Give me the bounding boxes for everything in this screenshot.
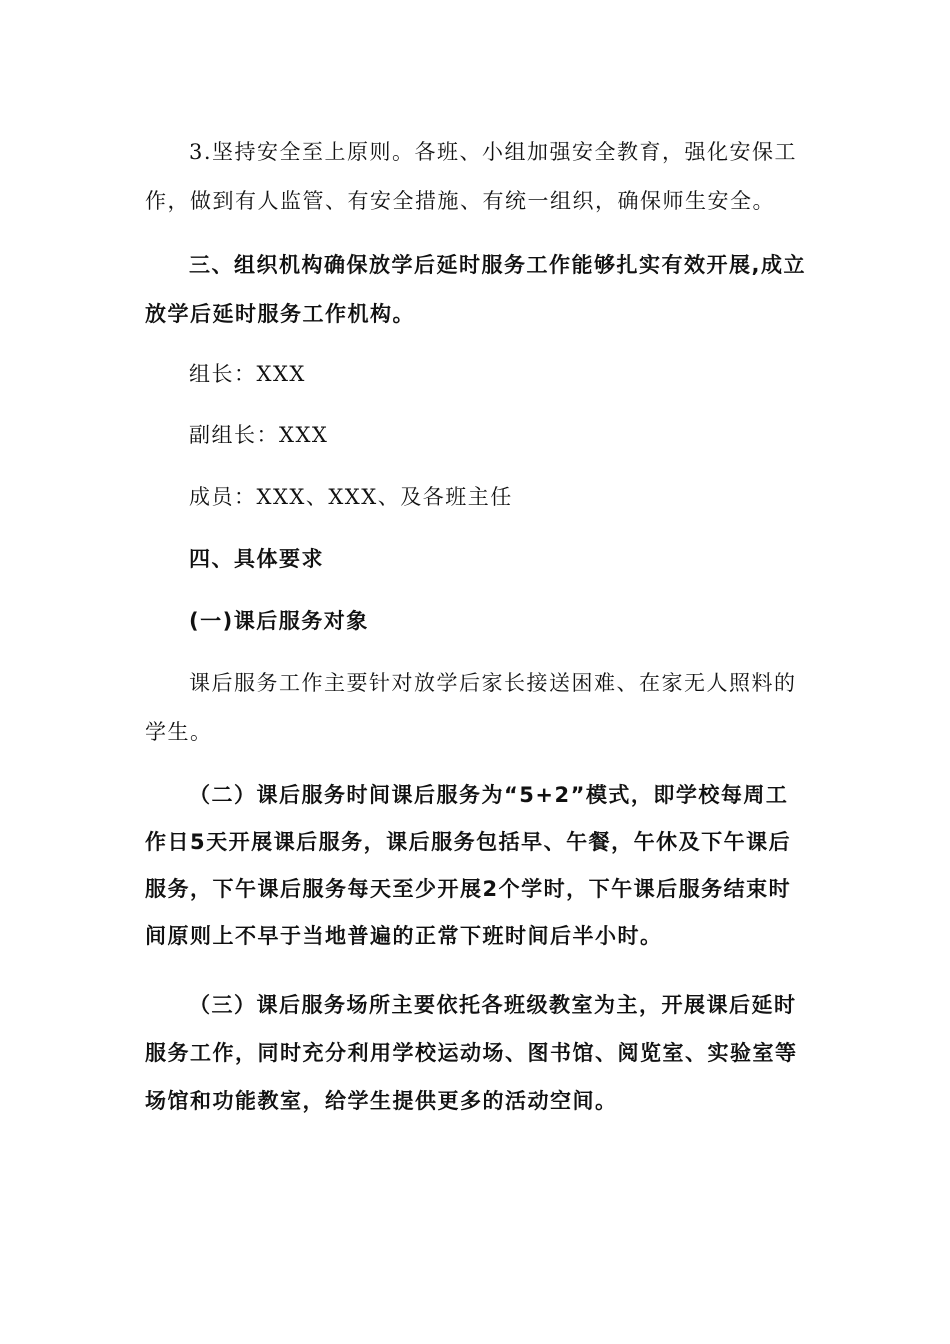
members-line: 成员：XXX、XXX、及各班主任: [189, 485, 513, 509]
deputy-leader-line: 副组长：XXX: [189, 423, 329, 447]
subsection-one-heading: (一)课后服务对象: [189, 609, 369, 633]
group-leader-line: 组长：XXX: [189, 362, 306, 386]
service-time-paragraph: （二）课后服务时间课后服务为“5+2”模式，即学校每周工作日5天开展课后服务，课后服务包括早、午餐，午休及下午课后服务，下午课后服务每天至少开展2个学时，下午课后服务结束时间原则上不早于当地普遍的正常下班时间后半小时。: [145, 783, 792, 948]
section-three-heading: 三、组织机构确保放学后延时服务工作能够扎实有效开展,成立放学后延时服务工作机构。: [145, 253, 806, 326]
section-four-heading: 四、具体要求: [189, 547, 324, 571]
principle-safety-paragraph: 3.坚持安全至上原则。各班、小组加强安全教育，强化安保工作，做到有人监管、有安全措施、有统一组织，确保师生安全。: [145, 140, 798, 213]
service-target-paragraph: 课后服务工作主要针对放学后家长接送困难、在家无人照料的学生。: [145, 671, 797, 744]
service-venue-paragraph: （三）课后服务场所主要依托各班级教室为主，开展课后延时服务工作，同时充分利用学校运动场、图书馆、阅览室、实验室等场馆和功能教室，给学生提供更多的活动空间。: [145, 993, 798, 1113]
